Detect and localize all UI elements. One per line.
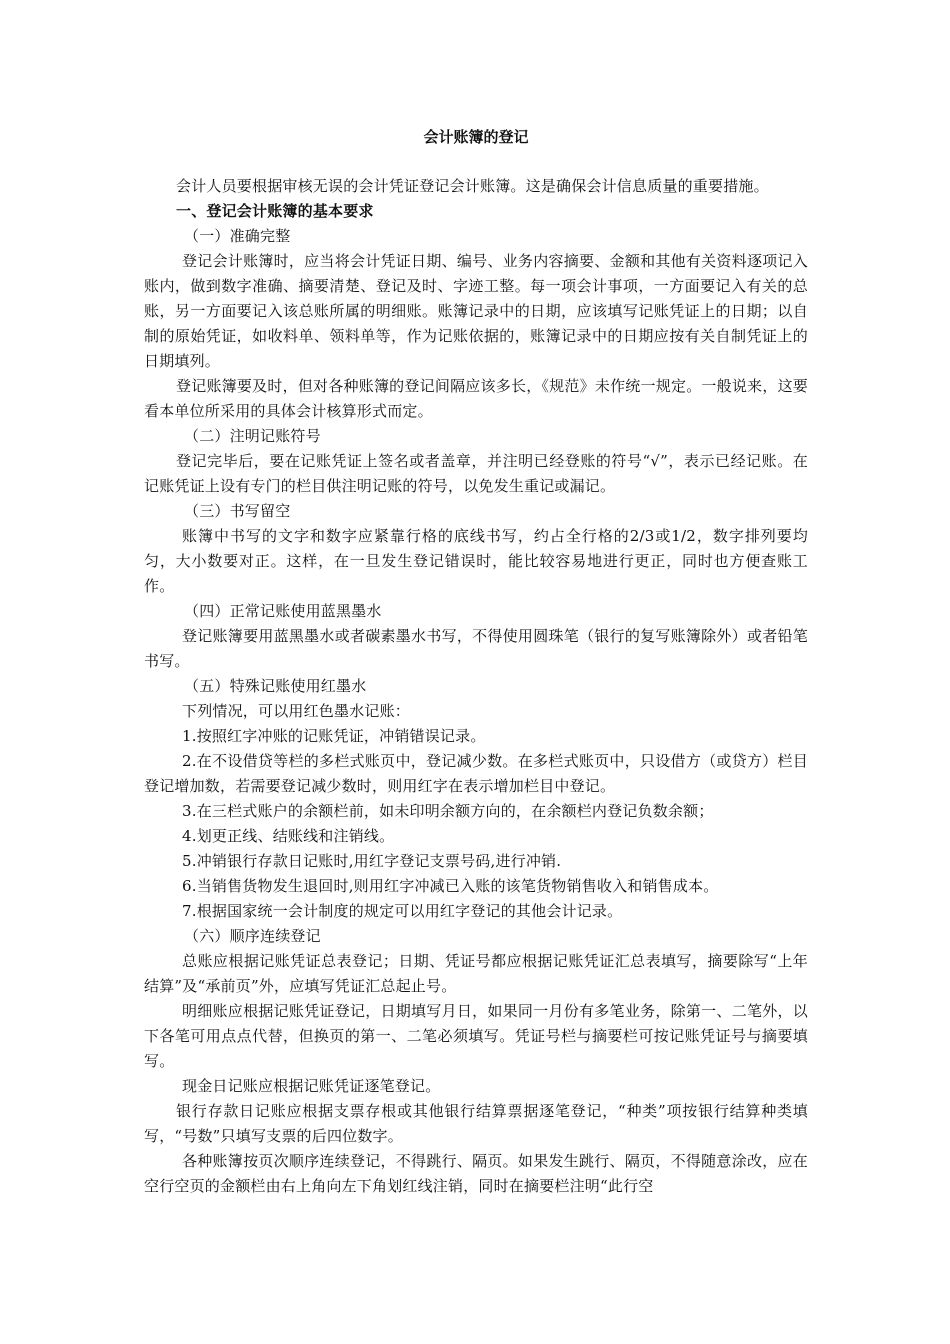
- subsection-heading-5: （五）特殊记账使用红墨水: [184, 677, 367, 695]
- paragraph: 下列情况，可以用红色墨水记账：: [182, 702, 411, 720]
- subsection-heading-1: （一）准确完整: [184, 227, 291, 245]
- intro-paragraph: 会计人员要根据审核无误的会计凭证登记会计账簿。这是确保会计信息质量的重要措施。: [176, 177, 769, 195]
- paragraph: 登记会计账簿时，应当将会计凭证日期、编号、业务内容摘要、金额和其他有关资料逐项记入账内，做到数字准确、摘要清楚、登记及时、字迹工整。每一项会计事项，一方面要记入有关的总账，另一方面要记入该总账所属的明细账。账簿记录中的日期，应该填写记账凭证上的日期；以自制的原始凭证，如收料单、领料单等，作为记账依据的，账簿记录中的日期应按有关自制凭证上的日期填列。: [144, 252, 808, 370]
- paragraph: 账簿中书写的文字和数字应紧靠行格的底线书写，约占全行格的2/3或1/2，数字排列要均匀，大小数要对正。这样，在一旦发生登记错误时，能比较容易地进行更正，同时也方便查账工作。: [144, 527, 808, 595]
- paragraph: 现金日记账应根据记账凭证逐笔登记。: [182, 1077, 441, 1095]
- subsection-heading-6: （六）顺序连续登记: [184, 927, 321, 945]
- list-item: 4.划更正线、结账线和注销线。: [182, 827, 395, 845]
- paragraph: 明细账应根据记账凭证登记，日期填写月日，如果同一月份有多笔业务，除第一、二笔外，以下各笔可用点点代替，但换页的第一、二笔必须填写。凭证号栏与摘要栏可按记账凭证号与摘要填写。: [144, 1002, 808, 1070]
- paragraph: 登记账簿要及时，但对各种账簿的登记间隔应该多长，《规范》未作统一规定。一般说来，这要看本单位所采用的具体会计核算形式而定。: [144, 377, 808, 420]
- paragraph: 各种账簿按页次顺序连续登记，不得跳行、隔页。如果发生跳行、隔页，不得随意涂改，应在空行空页的金额栏由右上角向左下角划红线注销，同时在摘要栏注明“此行空: [144, 1152, 808, 1195]
- paragraph: 银行存款日记账应根据支票存根或其他银行结算票据逐笔登记，“种类”项按银行结算种类填写，“号数”只填写支票的后四位数字。: [144, 1102, 808, 1145]
- paragraph: 总账应根据记账凭证总表登记；日期、凭证号都应根据记账凭证汇总表填写，摘要除写“上年结算”及“承前页”外，应填写凭证汇总起止号。: [144, 952, 808, 995]
- list-item: 6.当销售货物发生退回时,则用红字冲减已入账的该笔货物销售收入和销售成本。: [182, 877, 719, 895]
- list-item: 7.根据国家统一会计制度的规定可以用红字登记的其他会计记录。: [182, 902, 623, 920]
- list-item: 5.冲销银行存款日记账时,用红字登记支票号码,进行冲销.: [182, 852, 562, 870]
- subsection-heading-2: （二）注明记账符号: [184, 427, 321, 445]
- paragraph: 登记完毕后，要在记账凭证上签名或者盖章，并注明已经登账的符号“√”，表示已经记账。在记账凭证上设有专门的栏目供注明记账的符号，以免发生重记或漏记。: [144, 452, 808, 495]
- document-title: 会计账簿的登记: [423, 128, 529, 146]
- list-item: 1.按照红字冲账的记账凭证，冲销错误记录。: [182, 727, 486, 745]
- subsection-heading-3: （三）书写留空: [184, 502, 291, 520]
- subsection-heading-4: （四）正常记账使用蓝黑墨水: [184, 602, 382, 620]
- section-heading-1: 一、登记会计账簿的基本要求: [176, 202, 374, 220]
- paragraph: 登记账簿要用蓝黑墨水或者碳素墨水书写，不得使用圆珠笔（银行的复写账簿除外）或者铅笔书写。: [144, 627, 808, 670]
- list-item: 2.在不设借贷等栏的多栏式账页中，登记减少数。在多栏式账页中，只设借方（或贷方）栏目登记增加数，若需要登记减少数时，则用红字在表示增加栏目中登记。: [144, 752, 808, 795]
- document-page: [144, 124, 808, 1199]
- list-item: 3.在三栏式账户的余额栏前，如未印明余额方向的，在余额栏内登记负数余额；: [182, 802, 714, 820]
